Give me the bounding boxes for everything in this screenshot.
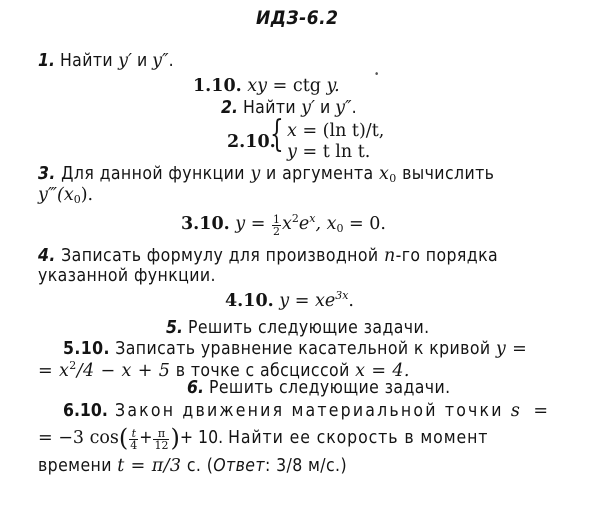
task-6-10-time-label: времени: [38, 456, 112, 476]
task-5-10-label: 5.10.: [63, 339, 110, 359]
task-2-10-row-2-var: y: [287, 142, 297, 162]
task-1-number: 1.: [38, 51, 55, 71]
task-6-text: Решить следующие задачи.: [208, 378, 451, 398]
task-6-10-frac-1: $\frac{t}{4}$: [130, 427, 138, 452]
task-5-10-eq-start: y =: [495, 339, 528, 359]
task-6-10-plus-10: + 10.: [179, 428, 224, 448]
task-2-10-label: 2.10.: [227, 132, 276, 152]
task-4-10-eq: $y = xe^{3x}$.: [279, 289, 354, 311]
task-3-text-1: Для данной функции: [61, 164, 245, 184]
task-4-10: [225, 291, 354, 311]
task-4-line-2: указанной функции.: [38, 266, 216, 286]
task-5-number: 5.: [166, 318, 183, 338]
task-2-func2: y″: [335, 98, 352, 118]
task-5-10-text: Записать уравнение касательной к кривой: [115, 339, 491, 359]
task-2-dot: .: [351, 98, 357, 118]
task-1-10-eq-sign: =: [272, 76, 288, 96]
task-4-line-1: [38, 246, 498, 266]
task-6-10-time: t = π/3: [117, 456, 182, 476]
task-3-deriv-arg: $(x_0)$.: [57, 185, 94, 206]
task-5-10-line-1: [63, 339, 527, 359]
task-3-10-cond: , $x_0 = 0$.: [315, 214, 386, 235]
task-3-var-y: y: [250, 164, 261, 184]
task-6-10-eq-start: s =: [510, 401, 553, 421]
task-3-10-eq-left: y =: [235, 214, 266, 234]
task-3-var-x0: $x_0$: [379, 164, 397, 185]
task-1-10-eq-right: y.: [326, 76, 340, 96]
task-2-10-row-1-var: x: [287, 121, 297, 141]
task-6-10-label: 6.10.: [63, 401, 108, 421]
task-4-10-label: 4.10.: [225, 291, 274, 311]
task-1-func2: y″: [152, 51, 169, 71]
task-4-var-n: n: [383, 246, 396, 266]
task-2-10-row-1: [287, 121, 384, 141]
task-6-10-line-3: [38, 456, 347, 476]
task-3-deriv: y‴: [38, 185, 57, 205]
task-6-10-text-2: Найти ее скорость в момент: [228, 428, 489, 448]
task-3-10-x2: $x^2$: [282, 212, 299, 234]
task-2-and: и: [319, 98, 331, 118]
task-4-text-1: Записать формулу для производной: [61, 246, 379, 266]
task-3-line-1: [38, 164, 494, 184]
task-1-func: y′: [118, 51, 132, 71]
task-6-10-time-unit: с.: [186, 456, 202, 476]
task-3-10: [181, 214, 386, 237]
task-3-number: 3.: [38, 164, 56, 184]
task-5-text: Решить следующие задачи.: [187, 318, 430, 338]
task-6-10-line-1: [63, 401, 552, 421]
task-5-header: [166, 318, 430, 338]
task-2-text: Найти: [242, 98, 297, 118]
task-2-10-row-2: [287, 142, 370, 162]
task-1-and: и: [136, 51, 148, 71]
task-6-10-plus: +: [139, 428, 153, 448]
task-2-number: 2.: [221, 98, 238, 118]
task-3-line-2: [38, 185, 93, 205]
task-1-header: [38, 51, 174, 71]
page-title: ИДЗ-6.2: [256, 7, 339, 29]
task-1-10-eq-left: xy: [247, 76, 268, 96]
task-5-10-curve: = $x^2/4 - x + 5$: [38, 359, 171, 381]
task-3-text-3: вычислить: [402, 164, 495, 184]
task-3-text-2: и аргумента: [266, 164, 374, 184]
task-6-10-answer: (Ответ: 3/8 м/с.): [206, 456, 347, 476]
task-1-dot: .: [168, 51, 174, 71]
task-6-10-text: Закон движения материальной точки: [115, 401, 504, 421]
scan-speck: •: [374, 69, 380, 80]
task-5-10-point: x = 4.: [355, 361, 410, 381]
task-5-10-text-2: в точке с абсциссой: [175, 361, 350, 381]
task-4-text-2: -го порядка: [395, 246, 499, 266]
task-2-10-row-2-expr: = t ln t.: [302, 142, 371, 162]
task-3-10-ex: $e^x$: [298, 212, 316, 234]
task-6-number: 6.: [187, 378, 204, 398]
task-1-text: Найти: [59, 51, 114, 71]
task-2-func: y′: [301, 98, 315, 118]
task-6-10-line-2: = −3 cos( $\frac{t}{4}$ + $\frac{\pi}{12}$ )+ 10. Найти ее скорость в момент: [38, 424, 489, 452]
task-2-10-brace: {: [270, 114, 284, 155]
task-6-10-cos: = −3 cos: [38, 428, 119, 448]
task-4-number: 4.: [38, 246, 56, 266]
task-6-10-frac-2: $\frac{\pi}{12}$: [154, 427, 169, 452]
task-6-header: [187, 378, 451, 398]
task-3-10-label: 3.10.: [181, 214, 230, 234]
task-1-10-label: 1.10.: [193, 76, 242, 96]
task-1-10-eq-ctg: ctg: [292, 76, 321, 96]
task-2-10-row-1-expr: = (ln t)/t,: [302, 121, 385, 141]
task-1-10: [193, 76, 340, 96]
task-2-header: [221, 98, 357, 118]
task-3-10-fraction: $\frac{1}{2}$: [273, 213, 280, 238]
